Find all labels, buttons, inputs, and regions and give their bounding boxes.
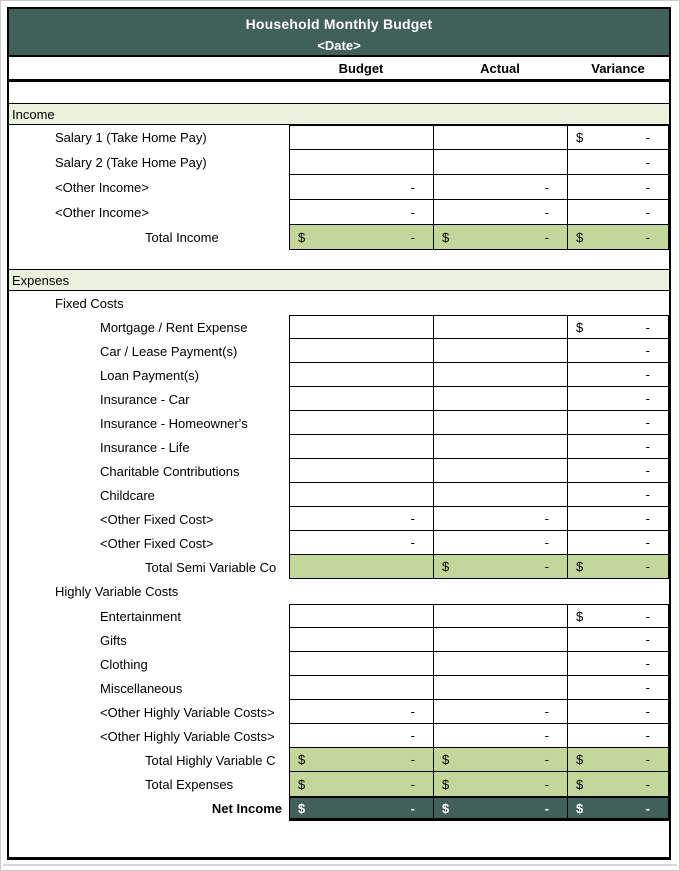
spacer-row bbox=[9, 250, 669, 269]
row-label: <Other Fixed Cost> bbox=[100, 511, 214, 527]
actual-cell[interactable] bbox=[433, 555, 567, 579]
variance-cell[interactable] bbox=[567, 435, 669, 459]
row-label: Entertainment bbox=[100, 608, 181, 624]
budget-cell[interactable] bbox=[289, 676, 433, 700]
currency-symbol: $ bbox=[576, 559, 584, 574]
cell-value: - bbox=[544, 704, 549, 719]
actual-cell[interactable] bbox=[433, 507, 567, 531]
budget-cell[interactable] bbox=[289, 604, 433, 628]
actual-cell[interactable] bbox=[433, 772, 567, 796]
budget-cell[interactable] bbox=[289, 225, 433, 250]
cell-value: - bbox=[410, 776, 415, 792]
cell-value: - bbox=[544, 752, 549, 767]
variance-cell[interactable] bbox=[567, 628, 669, 652]
cell-value: - bbox=[645, 487, 650, 502]
row-salary-1 bbox=[9, 125, 669, 150]
row-total-semi-variable bbox=[9, 555, 669, 579]
section-income bbox=[9, 103, 669, 125]
row-label: Total Semi Variable Co bbox=[145, 559, 277, 575]
budget-cell[interactable] bbox=[289, 796, 433, 821]
subheader-label: Highly Variable Costs bbox=[55, 584, 179, 599]
currency-symbol: $ bbox=[298, 800, 306, 816]
row-insurance-car bbox=[9, 387, 669, 411]
row-label: Total Highly Variable C bbox=[145, 752, 276, 768]
variance-cell[interactable] bbox=[567, 339, 669, 363]
variance-cell[interactable] bbox=[567, 411, 669, 435]
cell-value: - bbox=[645, 559, 650, 574]
cell-value: - bbox=[410, 535, 415, 550]
actual-cell[interactable] bbox=[433, 604, 567, 628]
cell-value: - bbox=[645, 415, 650, 430]
cell-value: - bbox=[544, 535, 549, 550]
blank-row bbox=[9, 82, 669, 103]
row-miscellaneous bbox=[9, 676, 669, 700]
budget-cell[interactable] bbox=[289, 628, 433, 652]
budget-cell[interactable] bbox=[289, 125, 433, 150]
variance-cell[interactable] bbox=[567, 315, 669, 339]
row-loan-payments bbox=[9, 363, 669, 387]
variance-cell[interactable] bbox=[567, 459, 669, 483]
row-car-lease bbox=[9, 339, 669, 363]
cell-value: - bbox=[410, 511, 415, 526]
actual-cell[interactable] bbox=[433, 150, 567, 175]
row-insurance-homeowners bbox=[9, 411, 669, 435]
row-label: Car / Lease Payment(s) bbox=[100, 343, 238, 359]
actual-cell[interactable] bbox=[433, 363, 567, 387]
variance-cell[interactable] bbox=[567, 531, 669, 555]
row-label: Gifts bbox=[100, 632, 127, 648]
row-childcare bbox=[9, 483, 669, 507]
budget-cell[interactable] bbox=[289, 507, 433, 531]
budget-cell[interactable] bbox=[289, 435, 433, 459]
cell-value: - bbox=[544, 559, 549, 574]
currency-symbol: $ bbox=[298, 752, 306, 767]
budget-sheet bbox=[7, 7, 671, 860]
cell-value: - bbox=[544, 204, 549, 220]
section-label: Expenses bbox=[12, 272, 70, 288]
row-gifts bbox=[9, 628, 669, 652]
page-title: Household Monthly Budget bbox=[245, 16, 433, 32]
cell-value: - bbox=[645, 656, 650, 671]
row-label: Net Income bbox=[211, 801, 282, 816]
row-other-highly-variable-1 bbox=[9, 700, 669, 724]
cell-value: - bbox=[645, 391, 650, 406]
row-label: Clothing bbox=[100, 656, 148, 672]
section-label: Income bbox=[12, 106, 55, 122]
row-entertainment bbox=[9, 604, 669, 628]
subheader-fixed-costs bbox=[9, 291, 669, 315]
row-mortgage-rent bbox=[9, 315, 669, 339]
row-charitable-contributions bbox=[9, 459, 669, 483]
row-total-highly-variable bbox=[9, 748, 669, 772]
cell-value: - bbox=[410, 752, 415, 767]
currency-symbol: $ bbox=[442, 229, 450, 245]
column-header-variance: Variance bbox=[591, 60, 645, 76]
cell-value: - bbox=[645, 154, 650, 170]
cell-value: - bbox=[410, 704, 415, 719]
variance-cell[interactable] bbox=[567, 652, 669, 676]
row-label: Insurance - Life bbox=[100, 439, 190, 455]
currency-symbol: $ bbox=[442, 776, 450, 792]
budget-cell[interactable] bbox=[289, 387, 433, 411]
row-label: Miscellaneous bbox=[100, 680, 183, 696]
column-header-budget: Budget bbox=[338, 60, 384, 76]
variance-cell[interactable] bbox=[567, 200, 669, 225]
actual-cell[interactable] bbox=[433, 483, 567, 507]
actual-cell[interactable] bbox=[433, 315, 567, 339]
variance-cell[interactable] bbox=[567, 700, 669, 724]
cell-value: - bbox=[544, 776, 549, 792]
variance-cell[interactable] bbox=[567, 175, 669, 200]
cell-value: - bbox=[645, 229, 650, 245]
row-label: Insurance - Car bbox=[100, 391, 190, 407]
variance-cell[interactable] bbox=[567, 724, 669, 748]
row-clothing bbox=[9, 652, 669, 676]
variance-cell[interactable] bbox=[567, 125, 669, 150]
row-other-fixed-cost-2 bbox=[9, 531, 669, 555]
currency-symbol: $ bbox=[442, 559, 450, 574]
cell-value: - bbox=[645, 439, 650, 454]
row-other-income-2 bbox=[9, 200, 669, 225]
cell-value: - bbox=[544, 511, 549, 526]
row-label: <Other Income> bbox=[55, 205, 149, 220]
actual-cell[interactable] bbox=[433, 676, 567, 700]
date-placeholder-cell[interactable]: <Date> bbox=[317, 38, 361, 53]
row-label: Total Expenses bbox=[145, 776, 234, 792]
currency-symbol: $ bbox=[576, 229, 584, 245]
row-other-fixed-cost-1 bbox=[9, 507, 669, 531]
variance-cell[interactable] bbox=[567, 387, 669, 411]
row-other-income-1 bbox=[9, 175, 669, 200]
row-insurance-life bbox=[9, 435, 669, 459]
currency-symbol: $ bbox=[576, 319, 584, 335]
variance-cell[interactable] bbox=[567, 555, 669, 579]
budget-cell[interactable] bbox=[289, 483, 433, 507]
row-label: <Other Highly Variable Costs> bbox=[100, 728, 275, 744]
actual-cell[interactable] bbox=[433, 652, 567, 676]
variance-cell[interactable] bbox=[567, 772, 669, 796]
variance-cell[interactable] bbox=[567, 507, 669, 531]
cell-value: - bbox=[645, 680, 650, 695]
budget-cell[interactable] bbox=[289, 411, 433, 435]
currency-symbol: $ bbox=[442, 752, 450, 767]
page-bottom-shadow bbox=[3, 864, 677, 866]
row-label: <Other Income> bbox=[55, 180, 149, 195]
cell-value: - bbox=[410, 179, 415, 195]
row-label: Insurance - Homeowner's bbox=[100, 415, 248, 431]
actual-cell[interactable] bbox=[433, 125, 567, 150]
currency-symbol: $ bbox=[576, 752, 584, 767]
actual-cell[interactable] bbox=[433, 724, 567, 748]
actual-cell[interactable] bbox=[433, 175, 567, 200]
row-label: Total Income bbox=[145, 230, 219, 245]
variance-cell[interactable] bbox=[567, 604, 669, 628]
row-label: Charitable Contributions bbox=[100, 463, 240, 479]
variance-cell[interactable] bbox=[567, 483, 669, 507]
actual-cell[interactable] bbox=[433, 628, 567, 652]
cell-value: - bbox=[645, 319, 650, 335]
cell-value: - bbox=[544, 179, 549, 195]
row-label: Mortgage / Rent Expense bbox=[100, 319, 248, 335]
currency-symbol: $ bbox=[576, 608, 584, 624]
cell-value: - bbox=[410, 800, 415, 816]
column-header-row bbox=[9, 57, 669, 82]
budget-cell[interactable] bbox=[289, 748, 433, 772]
cell-value: - bbox=[645, 752, 650, 767]
cell-value: - bbox=[645, 632, 650, 647]
cell-value: - bbox=[645, 608, 650, 624]
budget-cell[interactable] bbox=[289, 724, 433, 748]
budget-cell[interactable] bbox=[289, 531, 433, 555]
cell-value: - bbox=[544, 728, 549, 743]
cell-value: - bbox=[645, 343, 650, 358]
budget-cell[interactable] bbox=[289, 200, 433, 225]
currency-symbol: $ bbox=[298, 776, 306, 792]
cell-value: - bbox=[544, 229, 549, 245]
row-label: <Other Highly Variable Costs> bbox=[100, 704, 275, 720]
cell-value: - bbox=[645, 463, 650, 478]
row-label: <Other Fixed Cost> bbox=[100, 535, 214, 551]
variance-cell[interactable] bbox=[567, 225, 669, 250]
budget-cell[interactable] bbox=[289, 459, 433, 483]
currency-symbol: $ bbox=[576, 130, 584, 145]
actual-cell[interactable] bbox=[433, 225, 567, 250]
cell-value: - bbox=[645, 728, 650, 743]
cell-value: - bbox=[645, 204, 650, 220]
budget-cell[interactable] bbox=[289, 555, 433, 579]
currency-symbol: $ bbox=[442, 800, 450, 816]
actual-cell[interactable] bbox=[433, 748, 567, 772]
cell-value: - bbox=[410, 728, 415, 743]
variance-cell[interactable] bbox=[567, 748, 669, 772]
cell-value: - bbox=[645, 776, 650, 792]
variance-cell[interactable] bbox=[567, 676, 669, 700]
cell-value: - bbox=[645, 130, 650, 145]
cell-value: - bbox=[645, 367, 650, 382]
budget-cell[interactable] bbox=[289, 363, 433, 387]
row-label: Salary 2 (Take Home Pay) bbox=[55, 155, 207, 170]
row-other-highly-variable-2 bbox=[9, 724, 669, 748]
cell-value: - bbox=[645, 704, 650, 719]
variance-cell[interactable] bbox=[567, 150, 669, 175]
variance-cell[interactable] bbox=[567, 796, 669, 821]
actual-cell[interactable] bbox=[433, 387, 567, 411]
budget-cell[interactable] bbox=[289, 772, 433, 796]
actual-cell[interactable] bbox=[433, 700, 567, 724]
row-label: Childcare bbox=[100, 487, 155, 503]
budget-cell[interactable] bbox=[289, 150, 433, 175]
column-header-actual: Actual bbox=[480, 60, 520, 76]
subheader-highly-variable-costs bbox=[9, 579, 669, 604]
actual-cell[interactable] bbox=[433, 411, 567, 435]
cell-value: - bbox=[645, 179, 650, 195]
actual-cell[interactable] bbox=[433, 435, 567, 459]
subheader-label: Fixed Costs bbox=[55, 295, 124, 311]
actual-cell[interactable] bbox=[433, 200, 567, 225]
variance-cell[interactable] bbox=[567, 363, 669, 387]
actual-cell[interactable] bbox=[433, 796, 567, 821]
cell-value: - bbox=[544, 800, 549, 816]
cell-value: - bbox=[410, 204, 415, 220]
row-salary-2 bbox=[9, 150, 669, 175]
sheet-header bbox=[9, 9, 669, 57]
section-expenses bbox=[9, 269, 669, 291]
cell-value: - bbox=[645, 511, 650, 526]
actual-cell[interactable] bbox=[433, 531, 567, 555]
actual-cell[interactable] bbox=[433, 339, 567, 363]
cell-value: - bbox=[645, 800, 650, 816]
budget-cell[interactable] bbox=[289, 652, 433, 676]
row-net-income bbox=[9, 796, 669, 821]
budget-cell[interactable] bbox=[289, 339, 433, 363]
actual-cell[interactable] bbox=[433, 459, 567, 483]
row-label: Loan Payment(s) bbox=[100, 367, 199, 383]
budget-cell[interactable] bbox=[289, 315, 433, 339]
row-label: Salary 1 (Take Home Pay) bbox=[55, 130, 207, 145]
cell-value: - bbox=[645, 535, 650, 550]
currency-symbol: $ bbox=[298, 229, 306, 245]
budget-cell[interactable] bbox=[289, 700, 433, 724]
currency-symbol: $ bbox=[576, 800, 584, 816]
currency-symbol: $ bbox=[576, 776, 584, 792]
budget-cell[interactable] bbox=[289, 175, 433, 200]
row-total-income bbox=[9, 225, 669, 250]
cell-value: - bbox=[410, 229, 415, 245]
row-total-expenses bbox=[9, 772, 669, 796]
